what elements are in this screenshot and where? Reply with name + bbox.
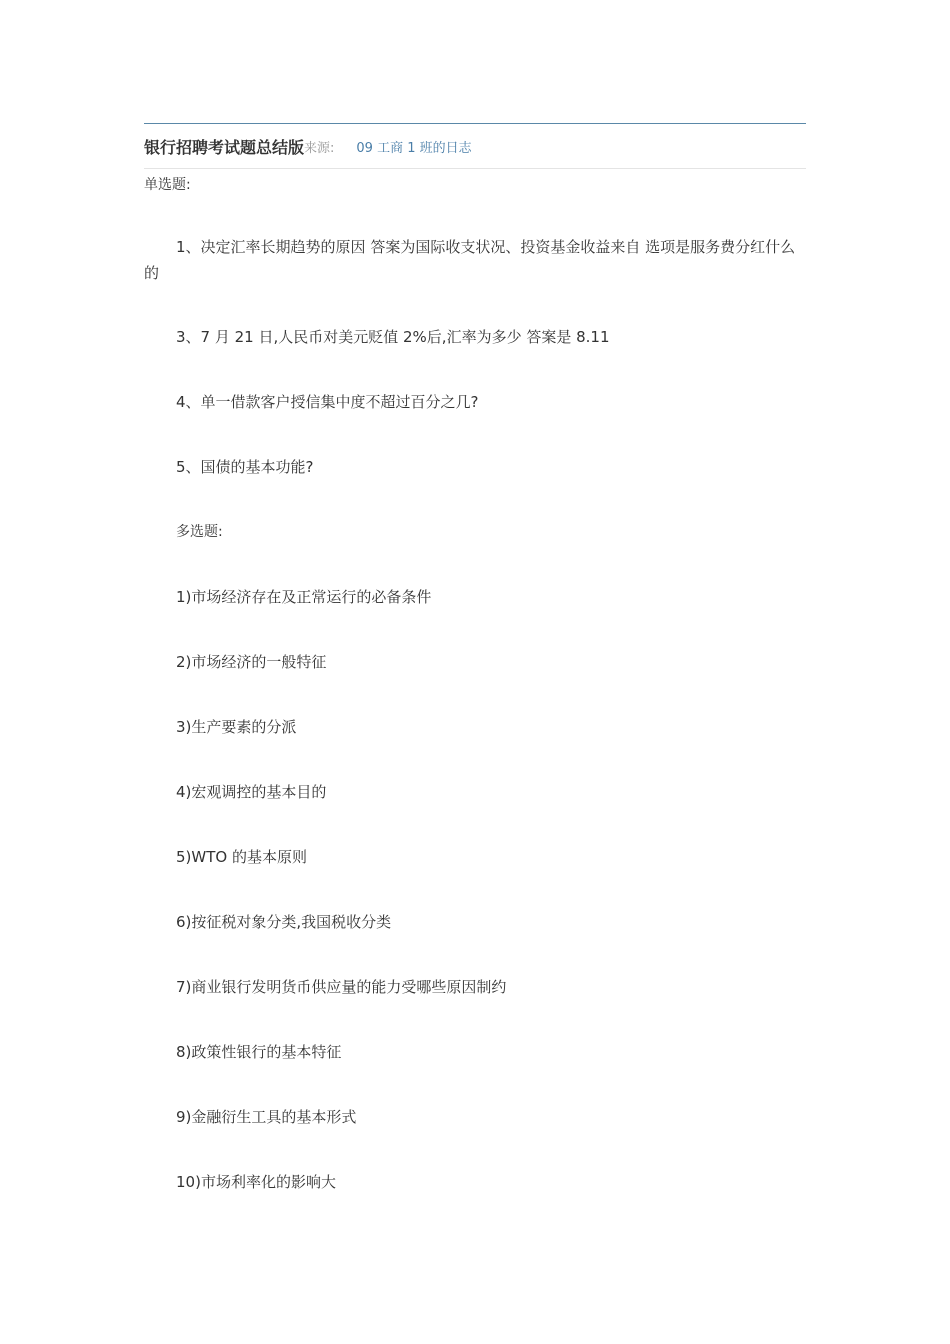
single-question-4: 4、单一借款客户授信集中度不超过百分之几? — [176, 393, 479, 411]
single-choice-heading: 单选题: — [144, 177, 191, 193]
document-page — [144, 123, 806, 195]
multiple-question-5: 5)WTO 的基本原则 — [176, 848, 307, 866]
source-label: 来源: — [304, 140, 335, 156]
multiple-question-9: 9)金融衍生工具的基本形式 — [176, 1108, 357, 1126]
multiple-question-2: 2)市场经济的一般特征 — [176, 653, 327, 671]
multiple-question-6: 6)按征税对象分类,我国税收分类 — [176, 913, 392, 931]
multiple-question-10: 10)市场利率化的影响大 — [176, 1173, 336, 1191]
single-question-1: 1、决定汇率长期趋势的原因 答案为国际收支状况、投资基金收益来自 选项是服务费分红什么的 — [144, 238, 796, 282]
page-title: 银行招聘考试题总结版 — [144, 137, 305, 157]
multiple-choice-heading: 多选题: — [176, 524, 223, 540]
single-question-5: 5、国债的基本功能? — [176, 458, 314, 476]
multiple-question-4: 4)宏观调控的基本目的 — [176, 783, 327, 801]
title-row — [144, 124, 806, 169]
multiple-question-7: 7)商业银行发明货币供应量的能力受哪些原因制约 — [176, 978, 507, 996]
multiple-question-1: 1)市场经济存在及正常运行的必备条件 — [176, 588, 432, 606]
multiple-question-3: 3)生产要素的分派 — [176, 718, 297, 736]
single-question-3: 3、7 月 21 日,人民币对美元贬值 2%后,汇率为多少 答案是 8.11 — [176, 328, 610, 346]
multiple-question-8: 8)政策性银行的基本特征 — [176, 1043, 342, 1061]
source-link[interactable]: 09 工商 1 班的日志 — [356, 140, 472, 156]
